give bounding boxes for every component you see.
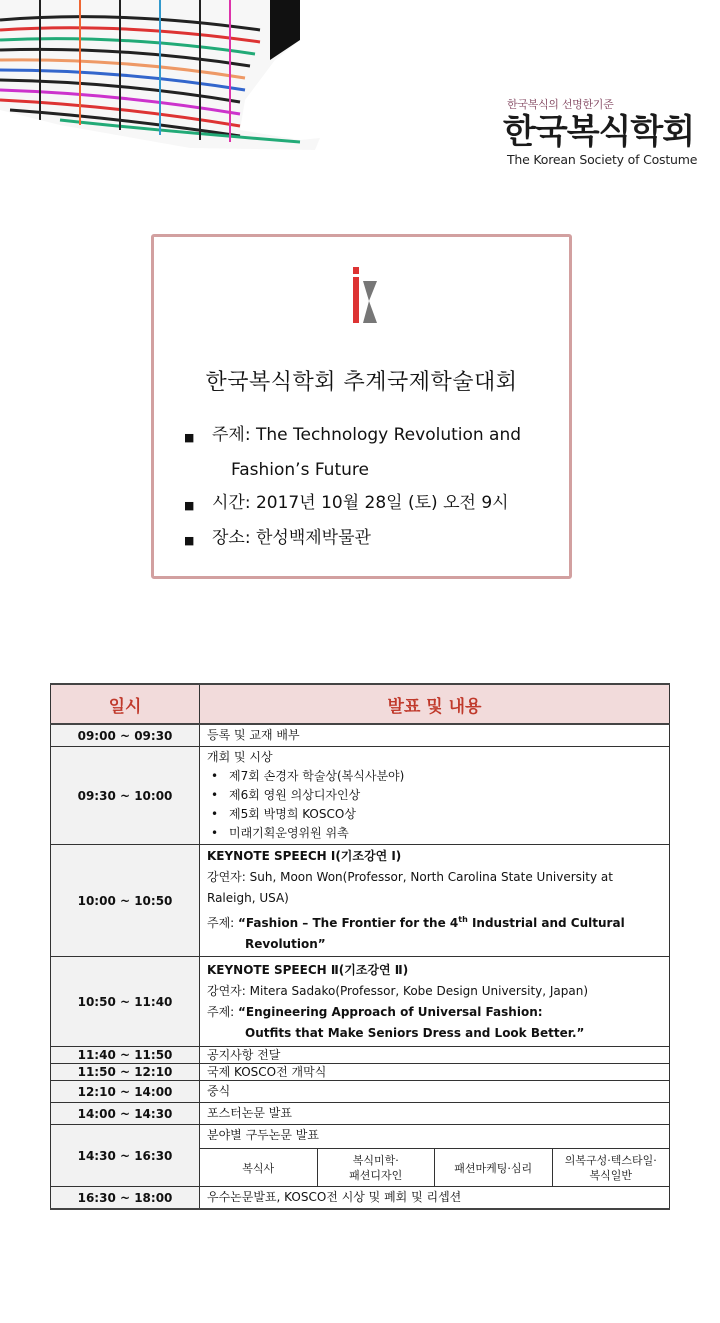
row-content bbox=[200, 747, 670, 845]
table-row bbox=[51, 724, 670, 747]
keynote-topic bbox=[207, 1002, 662, 1023]
keynote-speaker: 강연자: Mitera Sadako(Professor, Kobe Design University, Japan) bbox=[207, 983, 589, 998]
info-topic-continued: Fashion’s Future bbox=[231, 460, 369, 480]
keynote-heading: KEYNOTE SPEECH Ⅱ(기조강연 Ⅱ) bbox=[207, 962, 409, 977]
square-bullet-icon: ■ bbox=[184, 431, 195, 444]
keynote-speaker: 강연자: Suh, Moon Won(Professor, North Carolina State University at Raleigh, USA) bbox=[207, 870, 613, 905]
square-bullet-icon: ■ bbox=[184, 534, 195, 547]
table-row bbox=[51, 1125, 670, 1187]
row-content: 포스터논문 발표 bbox=[200, 1103, 670, 1125]
row-time: 12:10 ~ 14:00 bbox=[51, 1081, 200, 1103]
keynote-topic bbox=[207, 909, 662, 934]
session-aesthetics-design: 복식미학· 패션디자인 bbox=[318, 1149, 436, 1187]
info-row bbox=[184, 487, 554, 522]
list-item: • 제6회 영원 의상디자인상 bbox=[207, 786, 662, 805]
table-row bbox=[51, 1081, 670, 1103]
row-time: 10:00 ~ 10:50 bbox=[51, 845, 200, 957]
row-content: 등록 및 교재 배부 bbox=[200, 724, 670, 747]
oral-session-text: 분야별 구두논문 발표 bbox=[207, 1128, 319, 1142]
row-content bbox=[200, 1125, 670, 1187]
list-item: • 제5회 박명희 KOSCO상 bbox=[207, 805, 662, 824]
topic-text: “Engineering Approach of Universal Fashion: bbox=[238, 1004, 543, 1019]
table-header-row bbox=[51, 684, 670, 724]
brand-english-name: The Korean Society of Costume bbox=[507, 152, 698, 167]
society-brand bbox=[503, 96, 718, 167]
topic-continued: Outfits that Make Seniors Dress and Look Better.” bbox=[245, 1025, 585, 1040]
row-time: 14:00 ~ 14:30 bbox=[51, 1103, 200, 1125]
topic-text: Industrial and Cultural bbox=[467, 916, 625, 930]
session-construction-textile: 의복구성·텍스타일· 복식일반 bbox=[564, 1154, 657, 1182]
row-content: 중식 bbox=[200, 1081, 670, 1103]
info-row bbox=[184, 522, 554, 557]
info-topic: 주제: The Technology Revolution and bbox=[212, 425, 522, 445]
row-content bbox=[200, 957, 670, 1047]
scarf-image bbox=[0, 0, 330, 160]
list-item: • 미래기획운영위원 위촉 bbox=[207, 824, 662, 843]
table-row bbox=[51, 1064, 670, 1081]
brand-name: 한국복식학회 bbox=[503, 112, 695, 152]
info-row bbox=[184, 419, 554, 454]
topic-prefix: 주제: bbox=[207, 1004, 239, 1019]
row-time: 16:30 ~ 18:00 bbox=[51, 1187, 200, 1210]
row-content: 국제 KOSCO전 개막식 bbox=[200, 1064, 670, 1081]
row-time: 11:40 ~ 11:50 bbox=[51, 1047, 200, 1064]
conference-title: 한국복식학회 추계국제학술대회 bbox=[205, 370, 518, 395]
info-venue: 장소: 한성백제박물관 bbox=[212, 528, 371, 548]
table-row bbox=[51, 1187, 670, 1210]
brand-slogan: 한국복식의 선명한기준 bbox=[507, 98, 614, 111]
info-time: 시간: 2017년 10월 28일 (토) 오전 9시 bbox=[212, 493, 509, 513]
header-time: 일시 bbox=[51, 684, 200, 724]
row-content: 우수논문발표, KOSCO전 시상 및 폐회 및 리셉션 bbox=[200, 1187, 670, 1210]
table-row bbox=[51, 747, 670, 845]
list-item: • 제7회 손경자 학술상(복식사분야) bbox=[207, 767, 662, 786]
row-time: 14:30 ~ 16:30 bbox=[51, 1125, 200, 1187]
conference-info bbox=[184, 419, 554, 557]
row-time: 10:50 ~ 11:40 bbox=[51, 957, 200, 1047]
table-row bbox=[51, 845, 670, 957]
row-content bbox=[200, 845, 670, 957]
header-content: 발표 및 내용 bbox=[200, 684, 670, 724]
topic-sup: th bbox=[458, 915, 468, 924]
schedule-table bbox=[50, 683, 670, 1210]
ks-logo-icon bbox=[349, 267, 381, 323]
session-marketing-psychology: 패션마케팅·심리 bbox=[435, 1149, 553, 1187]
row-content: 공지사항 전달 bbox=[200, 1047, 670, 1064]
award-list bbox=[207, 767, 662, 843]
conference-card bbox=[151, 234, 572, 579]
keynote-heading: KEYNOTE SPEECH Ⅰ(기조강연 Ⅰ) bbox=[207, 849, 402, 863]
table-row bbox=[51, 1103, 670, 1125]
opening-text: 개회 및 시상 bbox=[207, 750, 273, 764]
square-bullet-icon: ■ bbox=[184, 499, 195, 512]
table-row bbox=[51, 1047, 670, 1064]
topic-continued: Revolution” bbox=[245, 937, 326, 951]
topic-text: “Fashion – The Frontier for the 4 bbox=[238, 916, 459, 930]
session-categories bbox=[200, 1148, 669, 1187]
table-row bbox=[51, 957, 670, 1047]
topic-prefix: 주제: bbox=[207, 916, 239, 930]
row-time: 09:30 ~ 10:00 bbox=[51, 747, 200, 845]
row-time: 09:00 ~ 09:30 bbox=[51, 724, 200, 747]
row-time: 11:50 ~ 12:10 bbox=[51, 1064, 200, 1081]
session-costume-history: 복식사 bbox=[200, 1149, 318, 1187]
